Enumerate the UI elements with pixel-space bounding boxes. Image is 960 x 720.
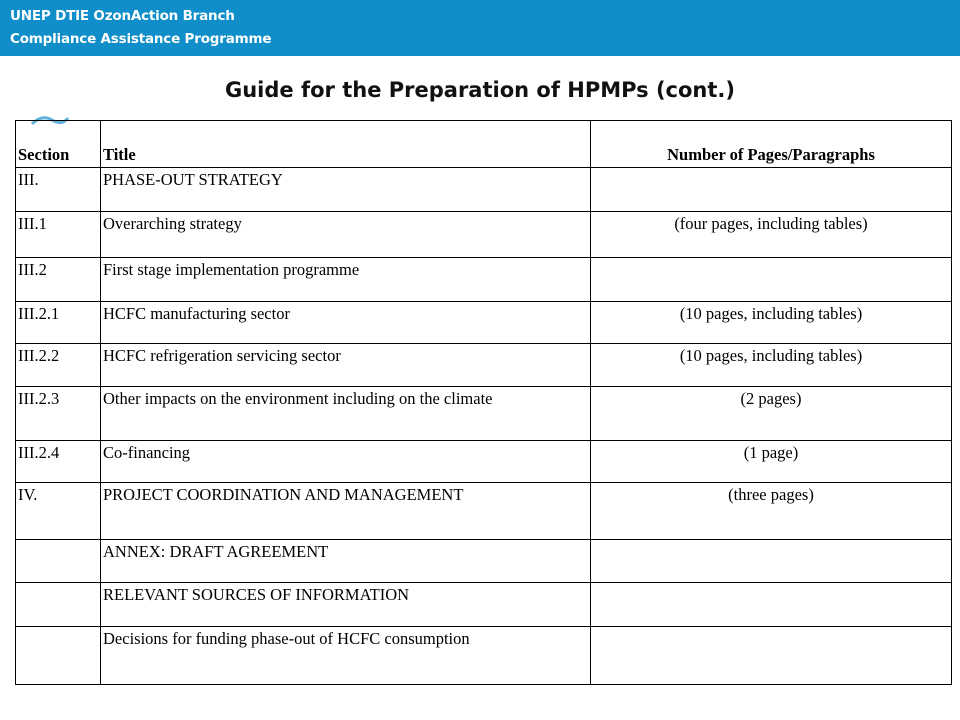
pages-cell: [591, 168, 952, 212]
section-cell: III.1: [16, 212, 101, 258]
title-cell: RELEVANT SOURCES OF INFORMATION: [101, 583, 591, 627]
section-cell: III.2: [16, 258, 101, 302]
hpmp-guide-table: [15, 120, 952, 685]
title-cell: PROJECT COORDINATION AND MANAGEMENT: [101, 483, 591, 540]
section-cell: III.: [16, 168, 101, 212]
title-cell: Overarching strategy: [101, 212, 591, 258]
title-cell: PHASE-OUT STRATEGY: [101, 168, 591, 212]
title-cell: First stage implementation programme: [101, 258, 591, 302]
pages-cell: (10 pages, including tables): [591, 344, 952, 387]
table-row: [16, 540, 952, 583]
table-row: [16, 583, 952, 627]
pages-cell: (three pages): [591, 483, 952, 540]
table-row: [16, 441, 952, 483]
programme-name: Compliance Assistance Programme: [10, 31, 272, 47]
title-cell: ANNEX: DRAFT AGREEMENT: [101, 540, 591, 583]
org-name: UNEP DTIE OzonAction Branch: [10, 8, 235, 24]
pages-cell: [591, 540, 952, 583]
section-cell: IV.: [16, 483, 101, 540]
title-cell: Other impacts on the environment including on the climate: [101, 387, 591, 441]
title-cell: HCFC refrigeration servicing sector: [101, 344, 591, 387]
column-header-section: Section: [16, 121, 101, 168]
table-row: [16, 344, 952, 387]
table-row: [16, 258, 952, 302]
header-banner: [0, 0, 960, 56]
table-row: [16, 483, 952, 540]
table-row: [16, 302, 952, 344]
pages-cell: (1 page): [591, 441, 952, 483]
column-header-pages: Number of Pages/Paragraphs: [591, 121, 952, 168]
column-header-title: Title: [101, 121, 591, 168]
section-cell: [16, 540, 101, 583]
slide-title: Guide for the Preparation of HPMPs (cont.): [225, 78, 735, 102]
section-cell: [16, 627, 101, 685]
pages-cell: [591, 258, 952, 302]
pages-cell: [591, 583, 952, 627]
title-cell: Decisions for funding phase-out of HCFC consumption: [101, 627, 591, 685]
pages-cell: (four pages, including tables): [591, 212, 952, 258]
table-row: [16, 212, 952, 258]
table-row: [16, 387, 952, 441]
section-cell: III.2.4: [16, 441, 101, 483]
table-row: [16, 627, 952, 685]
section-cell: III.2.1: [16, 302, 101, 344]
title-cell: HCFC manufacturing sector: [101, 302, 591, 344]
section-cell: [16, 583, 101, 627]
table-header-row: [16, 121, 952, 168]
table-row: [16, 168, 952, 212]
pages-cell: [591, 627, 952, 685]
section-cell: III.2.3: [16, 387, 101, 441]
pages-cell: (10 pages, including tables): [591, 302, 952, 344]
pages-cell: (2 pages): [591, 387, 952, 441]
title-cell: Co-financing: [101, 441, 591, 483]
section-cell: III.2.2: [16, 344, 101, 387]
